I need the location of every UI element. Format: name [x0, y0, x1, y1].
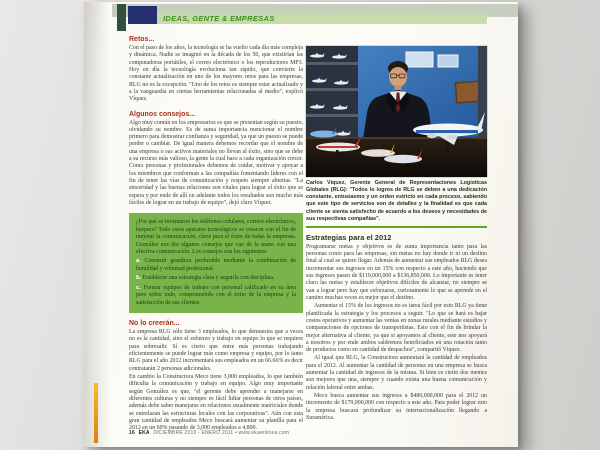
- spine-accent: [117, 4, 126, 31]
- tips-box: [129, 213, 303, 313]
- tip-text: Establecer una estrategia clara y seguirla con disciplina.: [142, 275, 275, 282]
- issue-date: DICIEMBRE 2010 - ENERO 2011: [153, 430, 234, 436]
- magazine-brand: EKA: [138, 430, 150, 436]
- category-label: IDEAS, GENTE & EMPRESAS: [163, 14, 275, 23]
- photo-caption: Carlos Víquez, Gerente General de Representaciones Logísticas Globales (RLG): "Todos lo logros de RLG se deben a una dedicación constante, entusiasmo y un orden estricto en cada proceso, sabiendo que este tipo de servicios son de detalles y la finalidad es que cada cliente se sienta satisfecho de acuerdo a los deseos y necesidades de sus respectivas compañías".: [306, 180, 487, 222]
- category-bar: [157, 13, 487, 24]
- magazine-page: [84, 2, 518, 447]
- tip-item: [136, 275, 296, 282]
- heading-retos: Retos...: [129, 36, 155, 43]
- right-column: [306, 46, 487, 423]
- heading-estrategias: Estrategias para el 2012: [306, 232, 392, 242]
- strategy-paragraph-1: Programarse metas y objetivos es de suma importancia tanto para las personas como para las empresas, sin metas no hay donde ir ni un destino final al cual se quiere llegar. Además de aumentar sus empleados RLG desea incrementar sus ingresos en un 15% con respecto a este año, haciendo que sus ingresos pasen de $119,000,000 a $136,850,000. Lo importante es tener claro las metas y establecer objetivos difíciles de alcanzar, no siempre se van a lograr pero hay que esforzarse, curiosamente lo que se aprende en el camino muchas veces es mejor que el destino.: [306, 243, 487, 301]
- heading-consejos: Algunos consejos...: [129, 110, 196, 118]
- header-navy-block: [128, 6, 157, 24]
- margin-accent-strip: [94, 383, 98, 443]
- page-footer: [129, 430, 289, 436]
- body-consejos: Algo muy común en los empresarios es que se presentan según su puesto, olvidando su nombre. Es de suma importancia mencionar el nombre primero para demostrar confianza y seguridad, ya que un puesto se puede perder o cambiar. De igual manera debemos recordar que el nombre de una empresa o sus activos materiales no llevan al éxito, sino que se debe a su recurso más valioso, la gente la cual hace a cada organización crecer. Como personas y profesionales debemos de cuidar, motivar y apoyar a los miembros que conforman a las compañías fomentando líderes con el fin de tener las vías de comunicación y respeto siempre abiertas. "La sinceridad y las buenas relaciones son vitales para lograr el éxito que se espera y por ende de allí en adelante todos los resultados son mucho más fáciles de lograr en un trabajo de equipo", dejó claro Víquez.: [129, 119, 303, 206]
- tip-item: [136, 285, 296, 307]
- strategy-paragraph-2: Aumentar el 15% de los ingresos no es tarea fácil por esto RLG ya tiene planificada la estrategia y los procesos a seguir. "Lo que se hará es bajar costos operativos y aumentar las ventas en zonas rurales mediante estudios y comparaciones de opciones de transportistas. Esto con el fin de brindar la mejor alternativa al cliente, ya que si apoyamos al cliente, este nos apoyará a nosotros y por ende ambos saldremos beneficiados en una rotación tanto de productos como en cantidad de despachos", compartió Víquez.: [306, 303, 487, 354]
- strategy-paragraph-4: Meco busca aumentar sus ingresos a $480,000,000 para el 2012 un incremento de $179,000,000 con respecto a este año. Para poder lograr esto la empresa buscará profundizar su internacionalización llegando a Suramérica.: [306, 393, 487, 421]
- body-no-lo-creeran-2: En cambio la Constructora Meco tiene 3,000 empleados, lo que también dificulta la comunicación y trabajo en equipo. Algo muy importante según González es que, "el gerente debe aprender a manejarse en diferentes culturas y no siempre es fácil lidiar personas de otros países, además debe saber manejarse en relaciones usualmente matriciales donde se entrelazan las estructuras locales con las corporativas". Aún con esta gran cantidad de empleados Meco buscará aumentar su planilla para el 2012 en un 60% pasando de 3,000 empleados a 4,800.: [129, 373, 303, 432]
- tip-text: Formar equipos de trabajo con personal calificado en su área pero sobre todo, comprometido con el éxito de la empresa y la satisfacción de sus clientes.: [136, 284, 296, 306]
- tip-label: c.: [136, 284, 141, 291]
- tip-text: Construir grandeza perdurable mediante la combinación de humildad y voluntad profesional.: [136, 258, 296, 272]
- tips-intro: ¿Por qué se inventaron los teléfonos celulares, correos electrónicos, beepers? Todo estos aparatos tecnológicos se crearon con el fin de mejorar la comunicación, clave para el éxito de todas la empresas. González nos dio algunos consejos que van de la mano con una efectiva comunicación. Los consejos son los siguientes:: [136, 219, 296, 255]
- executive-photo: [306, 46, 487, 177]
- magazine-website: www.ekaenlinea.com: [238, 430, 290, 436]
- tip-item: [136, 258, 296, 273]
- left-column: [129, 36, 303, 433]
- heading-no-lo-creeran: No lo creerán...: [129, 320, 180, 328]
- page-number: 16: [129, 430, 135, 436]
- strategy-paragraph-3: Al igual que RLG, la Constructora aumentará la cantidad de empleados para el 2012. Al aumentar la cantidad de personas en una empresa se busca aumentar la cantidad de ingresos de la misma. Si bien es cierto dos mentes son mejores que una, siempre y cuando exista una buena comunicación y relación laboral entre ambas.: [306, 355, 487, 391]
- tip-label: a.: [136, 258, 141, 265]
- footer-separator: •: [234, 430, 237, 436]
- body-no-lo-creeran-1: La empresa RLG sólo tiene 3 empleados, lo que demuestra que a veces no es la cantidad, sino el esfuerzo y trabajo en equipo lo que se requiere para sobresalir. Sí es cierto que entre más personas trabajando eficientemente se puede lograr más como empresa y equipo, por lo tanto RLG para el año 2012 incrementará sus empleados en un 66.66% es decir contratarán 2 personas adicionales.: [129, 329, 303, 372]
- tip-label: b.: [136, 275, 142, 282]
- caption-divider: [306, 226, 487, 228]
- body-retos: Con el paso de los años, la tecnología se ha vuelto cada día más compleja y dinámica. Nadie se imaginó en la década de los 50, que existirían las computadoras portátiles, el correo electrónico o los reproductores MP3. Hoy en día la tecnología evoluciona tan rápido, que convierte la constante actualización en uno de los mayores retos para las empresas, RLG no es la excepción. "Uno de los retos es siempre estar actualizado y a la vanguardia en ciertas herramientas relacionadas al medio", explicó Víquez.: [129, 45, 303, 103]
